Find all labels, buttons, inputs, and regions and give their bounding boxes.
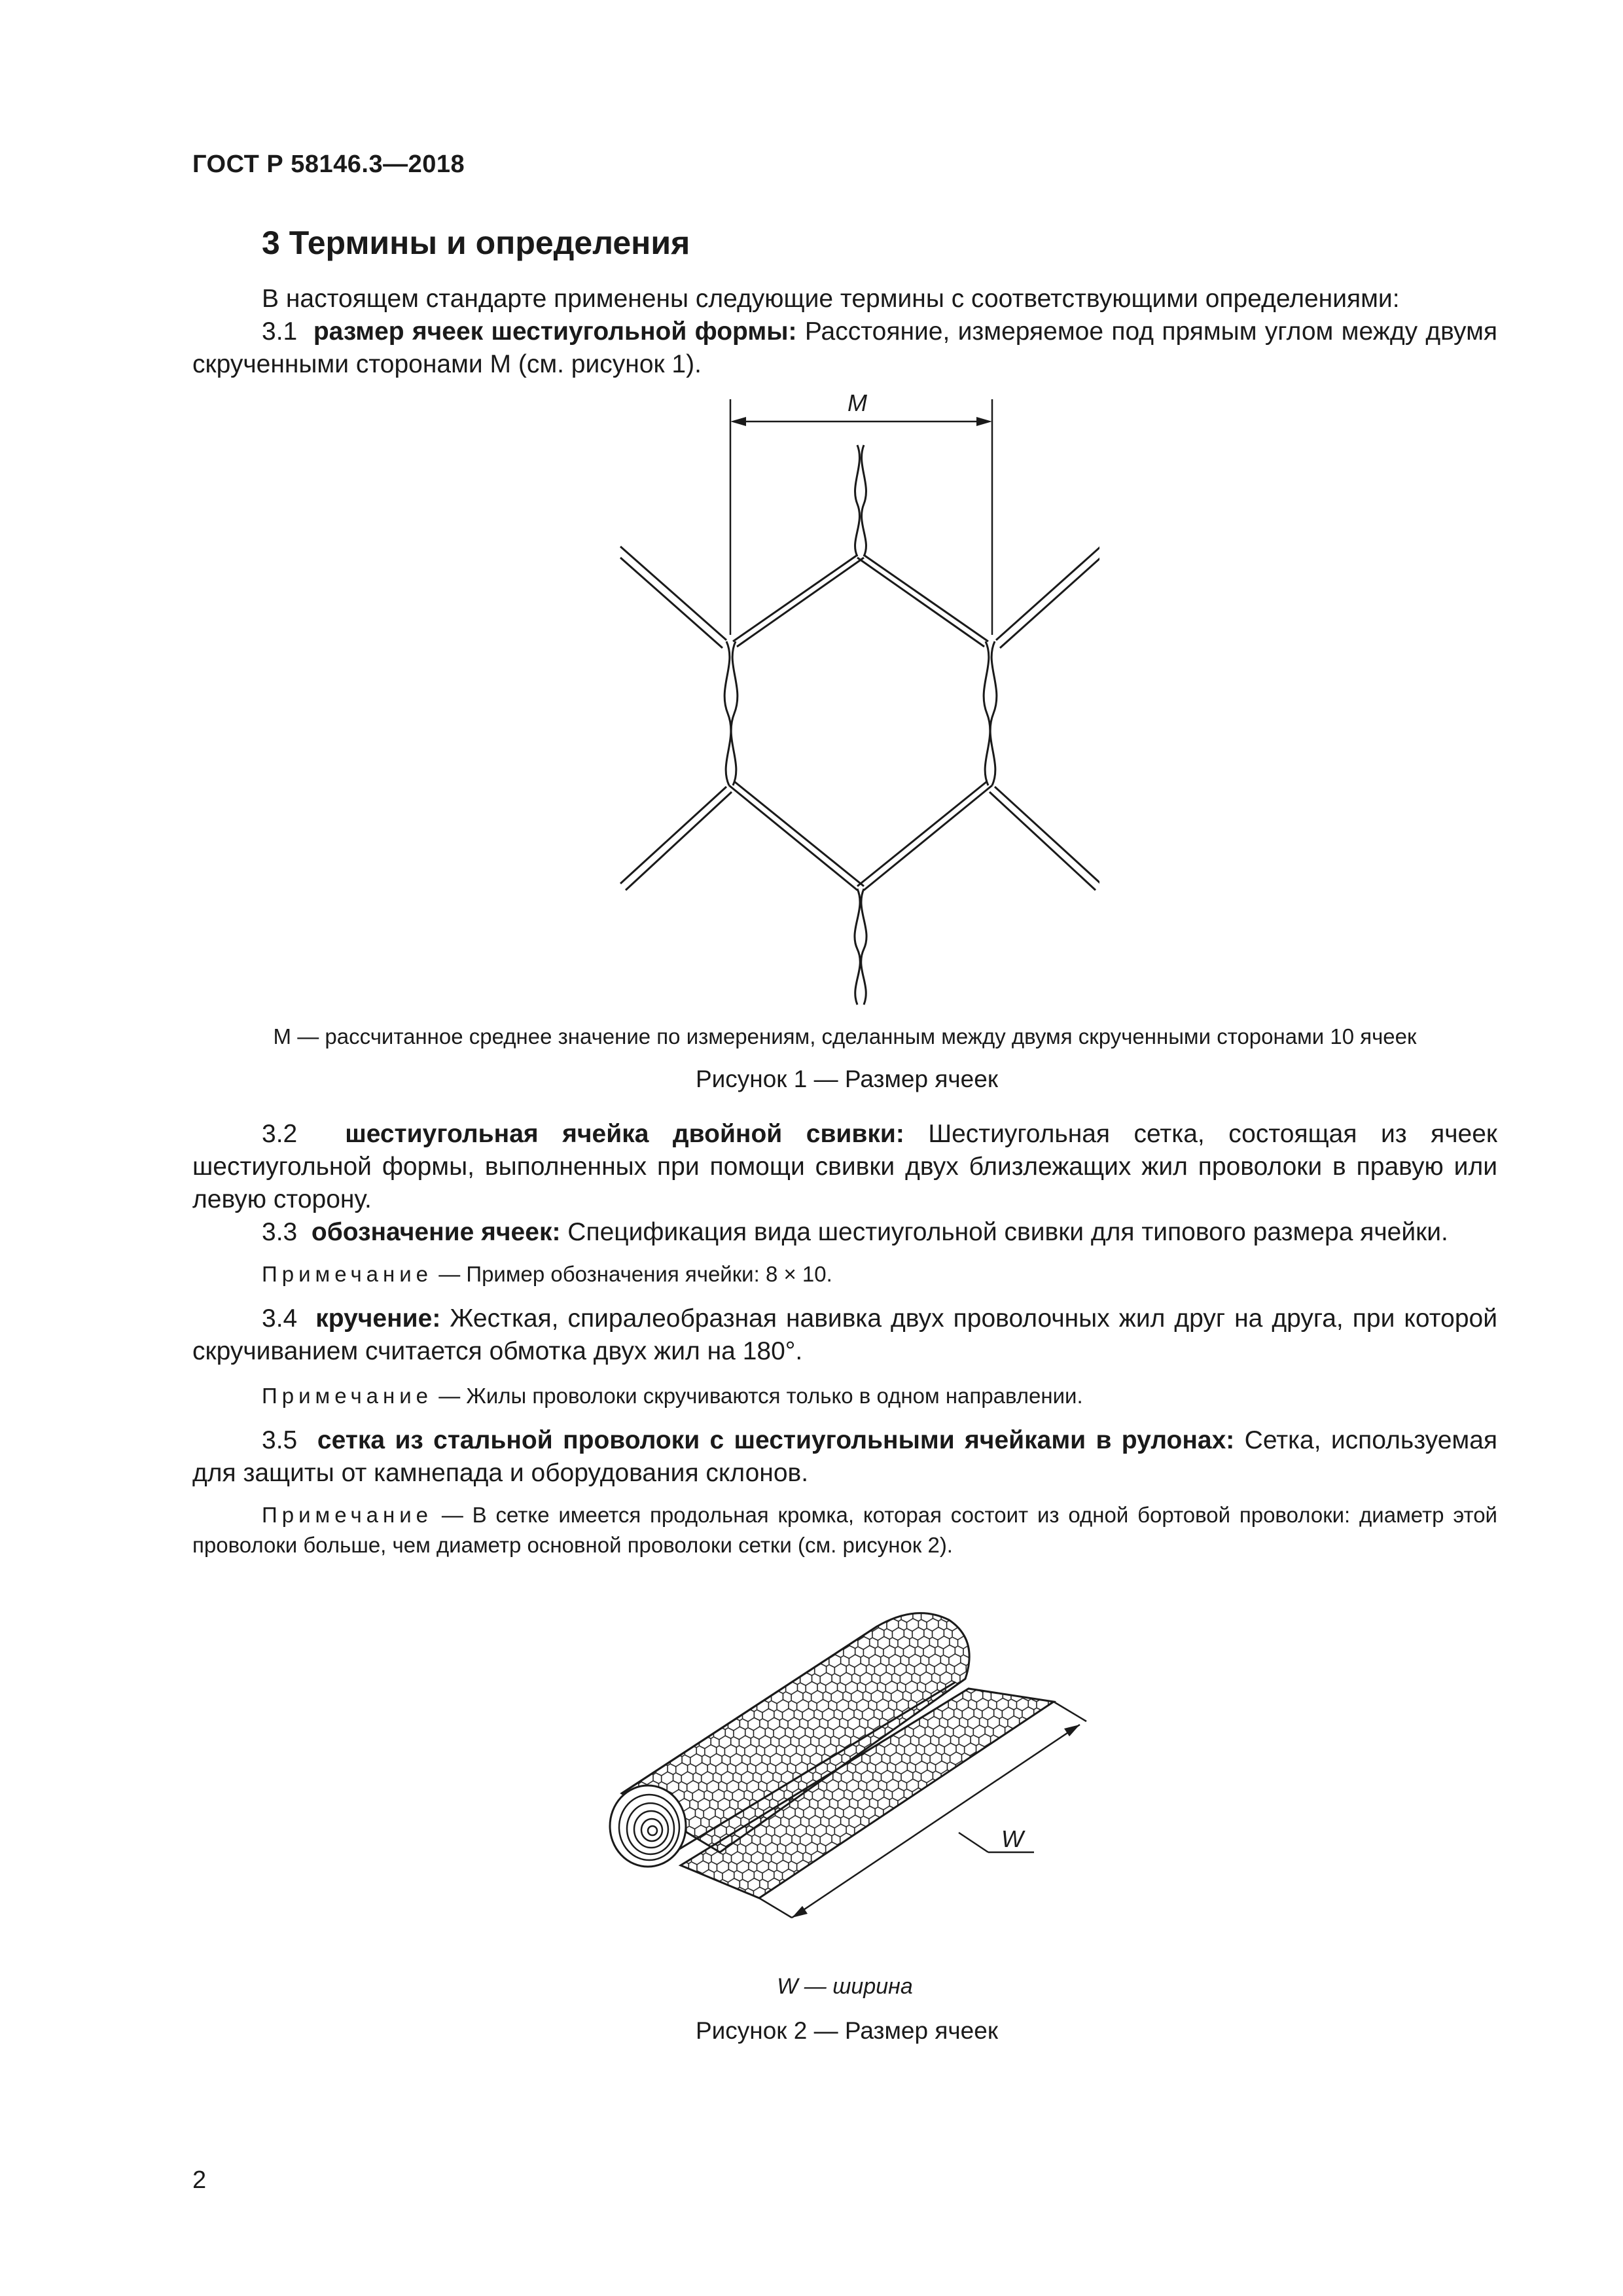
term-name: обозначение ячеек: <box>311 1218 561 1246</box>
terms-block-2 <box>192 1118 1497 1249</box>
section-title: 3 Термины и определения <box>262 224 690 261</box>
page-number: 2 <box>192 2166 207 2194</box>
note-label: Примечание <box>262 1384 433 1408</box>
terms-block-4 <box>192 1424 1497 1490</box>
term-definition: Спецификация вида шестиугольной свивки для типового размера ячейки. <box>567 1218 1448 1246</box>
term-3-2 <box>192 1118 1497 1216</box>
term-definition: Жесткая, спиралеобразная навивка двух проволочных жил друг на друга, при которой скручиванием считается обмотка двух жил на 180°. <box>192 1304 1498 1365</box>
term-name: шестиугольная ячейка двойной свивки: <box>345 1120 904 1148</box>
note-3-4 <box>192 1381 1497 1411</box>
figure-2-legend-text: W — ширина <box>777 1974 913 1999</box>
terms-block-3 <box>192 1302 1497 1368</box>
note-label: Примечание <box>262 1503 433 1527</box>
intro-text: В настоящем стандарте применены следующие термины с соответствующими определениями: <box>262 285 1400 313</box>
figure-1-legend: М — рассчитанное среднее значение по измерениям, сделанным между двумя скрученными сторонами 10 ячеек <box>273 1024 1417 1049</box>
note-text: — В сетке имеется продольная кромка, которая состоит из одной бортовой проволоки: диаметр этой проволоки больше, чем диаметр основной проволоки сетки (см. рисунок 2). <box>192 1503 1497 1557</box>
note-text: — Пример обозначения ячейки: 8 × 10. <box>438 1262 832 1286</box>
term-definition: Расстояние, измеряемое под прямым углом между двумя скрученными сторонами М (см. рисунок 1). <box>192 317 1497 378</box>
figure-2-caption: Рисунок 2 — Размер ячеек <box>695 2017 999 2044</box>
term-3-4 <box>192 1302 1497 1368</box>
term-number: 3.1 <box>262 317 298 346</box>
term-3-1 <box>192 315 1497 381</box>
document-id: ГОСТ Р 58146.3—2018 <box>192 151 465 178</box>
term-name: размер ячеек шестиугольной формы: <box>313 317 797 346</box>
note-text: — Жилы проволоки скручиваются только в одном направлении. <box>438 1384 1083 1408</box>
note-3-5 <box>192 1500 1497 1560</box>
dimension-w-label: W <box>1001 1825 1024 1852</box>
term-number: 3.5 <box>262 1426 298 1454</box>
term-number: 3.3 <box>262 1218 298 1246</box>
figure-2-legend <box>192 1974 1497 2000</box>
intro-block <box>192 283 1497 381</box>
term-name: кручение: <box>315 1304 441 1333</box>
term-definition: Сетка, используемая для защиты от камнепада и оборудования склонов. <box>192 1426 1498 1487</box>
dimension-m-label: M <box>847 389 867 416</box>
term-number: 3.4 <box>262 1304 298 1333</box>
figure-2-mesh-roll <box>602 1590 1119 1957</box>
term-name: сетка из стальной проволоки с шестиугольными ячейками в рулонах: <box>317 1426 1235 1454</box>
term-definition: Шестиугольная сетка, состоящая из ячеек шестиугольной формы, выполненных при помощи свивки двух близлежащих жил проволоки в правую или левую сторону. <box>192 1120 1497 1213</box>
term-3-3 <box>192 1216 1497 1249</box>
figure-1-caption: Рисунок 1 — Размер ячеек <box>695 1066 999 1092</box>
figure-1-hex-mesh <box>589 386 1099 1014</box>
term-number: 3.2 <box>262 1120 298 1148</box>
term-3-5 <box>192 1424 1497 1490</box>
note-3-3 <box>192 1259 1497 1289</box>
note-label: Примечание <box>262 1262 433 1286</box>
